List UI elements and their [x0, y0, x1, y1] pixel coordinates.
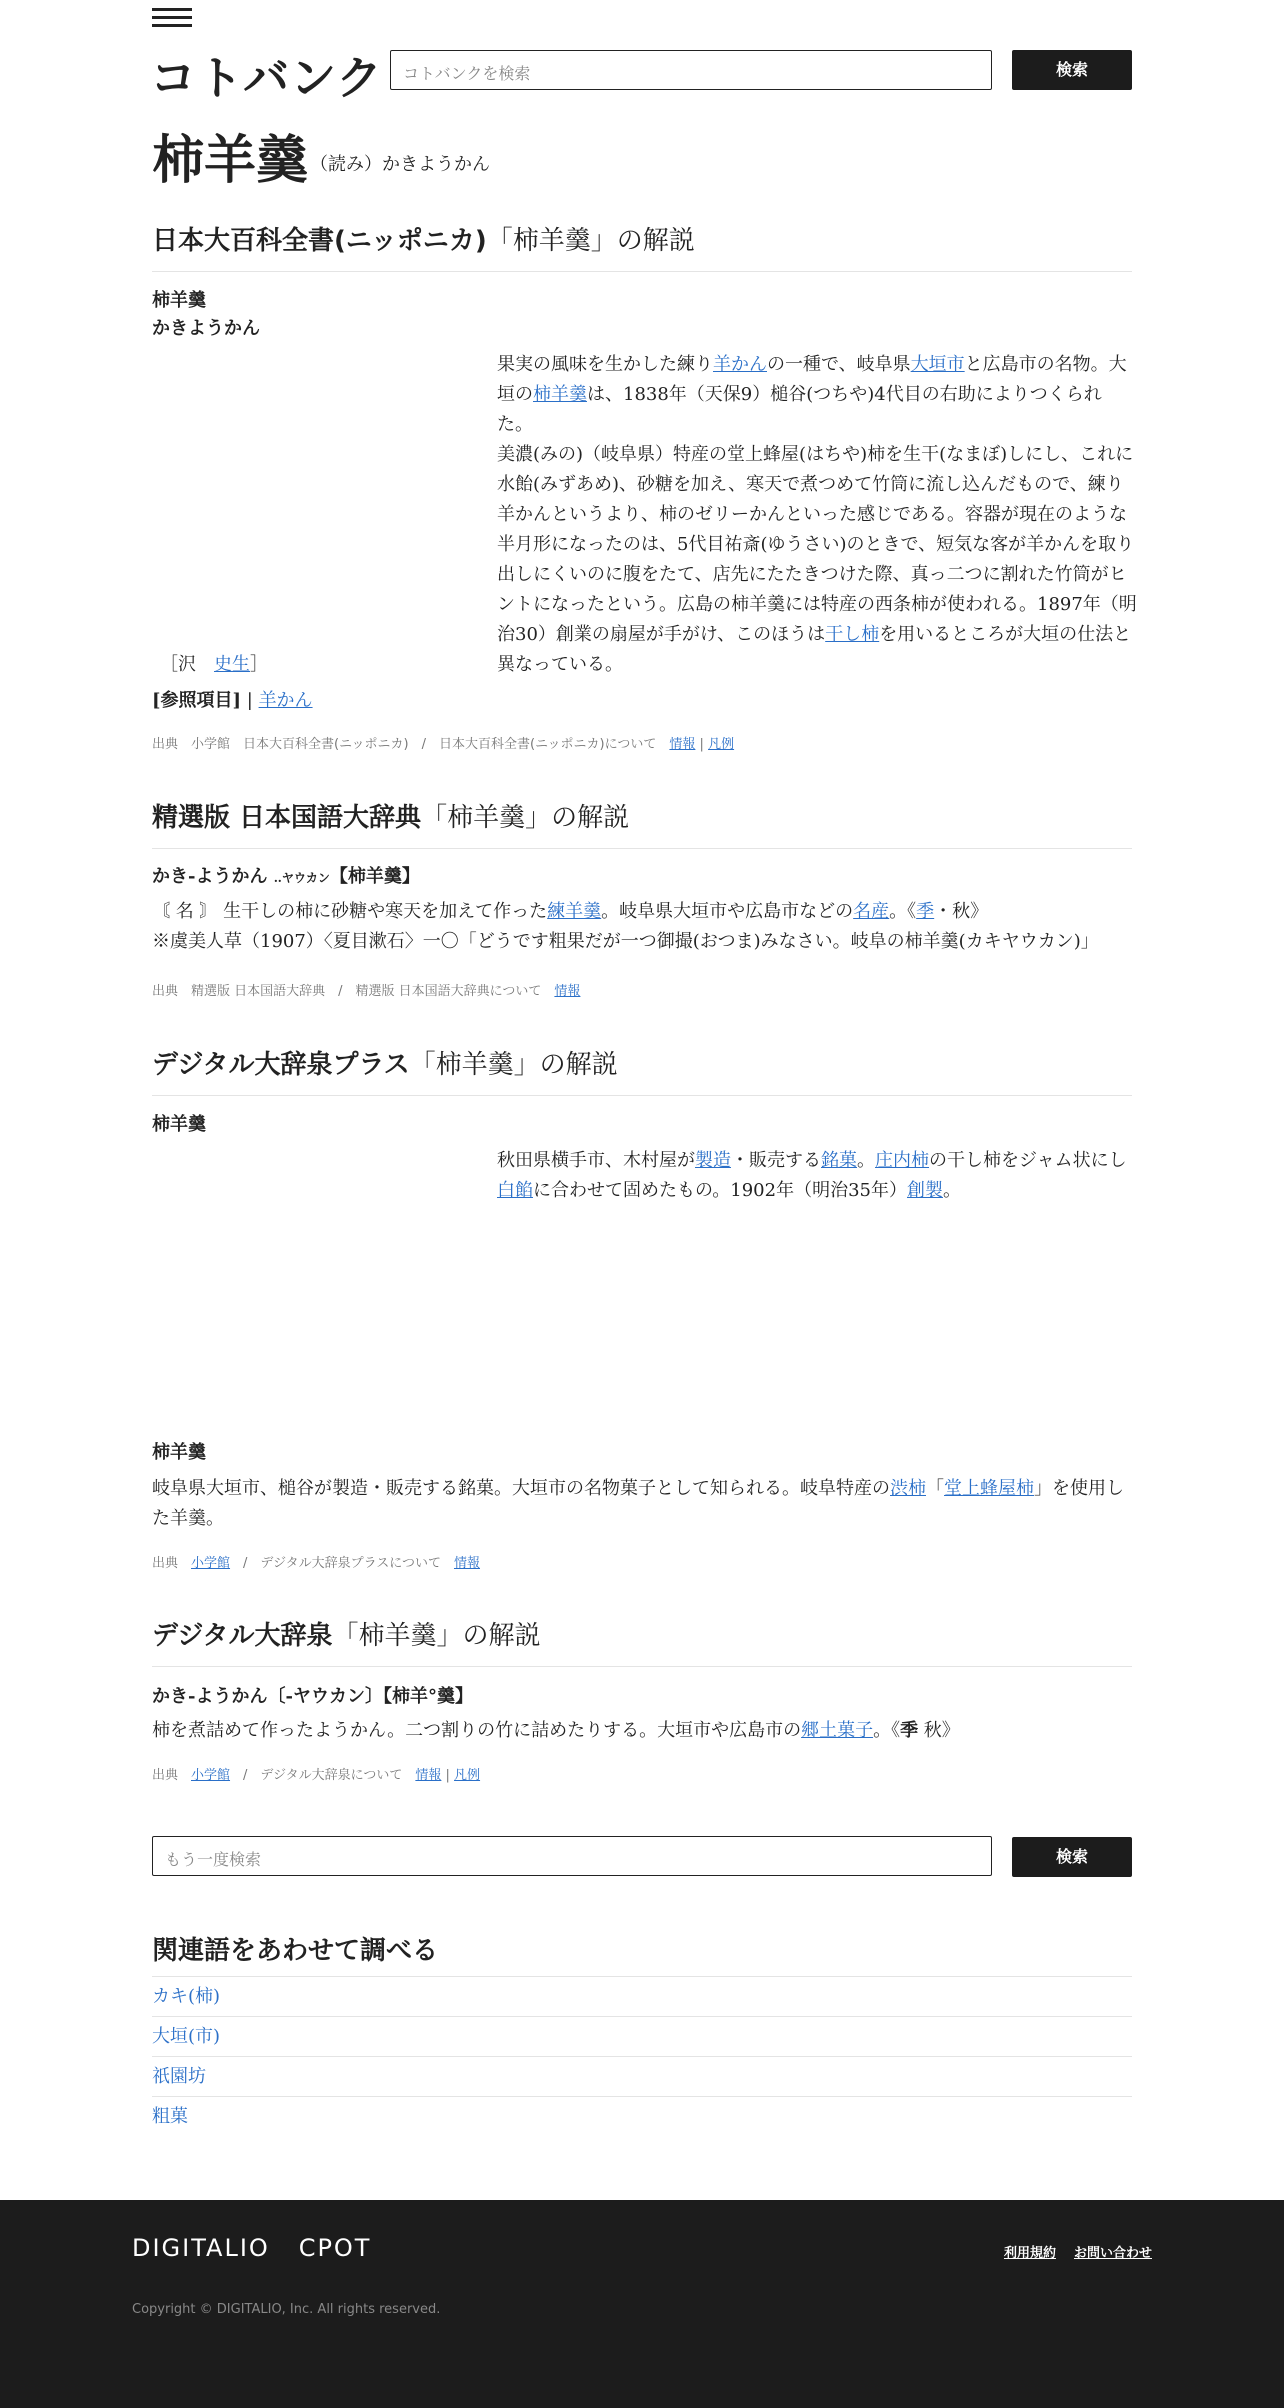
- season-mark: 季: [900, 1720, 919, 1741]
- text: 岐阜県大垣市、槌谷が製造・販売する銘菓。大垣市の名物菓子として知られる。岐阜特産の: [152, 1478, 890, 1499]
- text: 果実の風味を生かした練り: [497, 354, 713, 375]
- footer: [0, 2200, 1284, 2408]
- footer-logos: [132, 2234, 371, 2262]
- text: 。《: [873, 1720, 901, 1741]
- link-neriyokan[interactable]: 練羊羹: [547, 901, 602, 922]
- related-item: [152, 2016, 1132, 2056]
- link-ogaki[interactable]: 大垣市: [910, 354, 965, 375]
- source-text: / デジタル大辞泉について: [230, 1768, 416, 1783]
- entry-term: 柿羊羹: [152, 1442, 206, 1463]
- related-link[interactable]: カキ(柿): [152, 1986, 221, 2007]
- source-line: [152, 980, 580, 999]
- heading-suffix: 「柿羊羹」の解説: [409, 1050, 618, 1080]
- heading-suffix: 「柿羊羹」の解説: [421, 803, 630, 833]
- text: ・販売する: [731, 1150, 821, 1171]
- reference-label: [参照項目]: [152, 690, 242, 711]
- section-heading-nipponica: [152, 220, 1132, 272]
- entry-body: [152, 1474, 1142, 1534]
- link-info[interactable]: 情報: [415, 1768, 442, 1783]
- terms-link[interactable]: 利用規約: [1003, 2246, 1056, 2261]
- text: 」を使用し: [1034, 1478, 1124, 1499]
- related-item: [152, 2096, 1132, 2136]
- link-yokan[interactable]: 羊かん: [713, 354, 767, 375]
- link-hoshigaki[interactable]: 干し柿: [825, 624, 880, 645]
- related-link[interactable]: 大垣(市): [152, 2026, 221, 2047]
- link-info[interactable]: 情報: [453, 1556, 480, 1571]
- text: 。《: [889, 901, 917, 922]
- text: の干し柿をジャム状にし: [929, 1150, 1127, 1171]
- text: 秋》: [918, 1720, 960, 1741]
- text-line: ントになったという。広島の柿羊羹には特産の西条柿が使われる。1897年（明: [497, 594, 1137, 615]
- separator: |: [241, 690, 259, 711]
- heading-source: 日本大百科全書(ニッポニカ): [152, 226, 487, 256]
- heading-source: 精選版 日本国語大辞典: [152, 803, 422, 833]
- link-shonaigaki[interactable]: 庄内柿: [875, 1150, 929, 1171]
- text: 「: [926, 1478, 944, 1499]
- link-sosei[interactable]: 創製: [907, 1180, 943, 1201]
- text: 〘 名 〙 生干しの柿に砂糖や寒天を加えて作った: [152, 901, 548, 922]
- text-line: た羊羹。: [152, 1508, 224, 1529]
- text: を用いるところが大垣の仕法と: [879, 624, 1132, 645]
- text: 。: [857, 1150, 875, 1171]
- section-heading-plus: [152, 1044, 1132, 1096]
- text: は、1838年（天保9）槌谷(つちや)4代目の右助によりつくられた。: [497, 384, 1102, 435]
- link-shibugaki[interactable]: 渋柿: [890, 1478, 926, 1499]
- link-seizo[interactable]: 製造: [695, 1150, 731, 1171]
- text: の一種で、岐阜県: [767, 354, 911, 375]
- text-line: 出しにくいのに腹をたて、店先にたたきつけた際、真っ二つに割れた竹筒がヒ: [497, 564, 1127, 585]
- heading-suffix: 「柿羊羹」の解説: [332, 1621, 541, 1651]
- entry-body: [152, 1716, 1142, 1746]
- text-line: 水飴(みずあめ)、砂糖を加え、寒天で煮つめて竹筒に流し込んだもので、練り: [497, 474, 1124, 495]
- related-heading: 関連語をあわせて調べる: [152, 1936, 439, 1966]
- text-line: ※虞美人草（1907）〈夏目漱石〉一〇「どうです粗果だが一つ御撮(おつま)みなさい。岐阜の柿羊羹(カキヤウカン)」: [152, 931, 1099, 952]
- text: 。: [943, 1180, 961, 1201]
- link-legend[interactable]: 凡例: [454, 1768, 481, 1783]
- footer-links: [986, 2242, 1152, 2261]
- digitalio-logo[interactable]: DIGITALIO: [132, 2234, 270, 2262]
- entry-term: [152, 862, 420, 888]
- source-text: 出典 精選版 日本国語大辞典 / 精選版 日本国語大辞典について: [152, 984, 542, 999]
- copyright: Copyright © DIGITALIO, Inc. All rights reserved.: [132, 2302, 441, 2317]
- heading-suffix: 「柿羊羹」の解説: [486, 226, 695, 256]
- separator: |: [441, 1768, 455, 1783]
- link-publisher[interactable]: 小学館: [191, 1768, 231, 1783]
- section-heading-seisen: [152, 797, 1132, 849]
- link-publisher[interactable]: 小学館: [191, 1556, 231, 1571]
- cpot-logo[interactable]: CPOT: [298, 2234, 372, 2262]
- text: ・秋》: [934, 901, 989, 922]
- source-line: 出典 小学館 日本大百科全書(ニッポニカ) / 日本大百科全書(ニッポニカ)について 情報 | 凡例: [152, 737, 735, 752]
- page-title: 柿羊羹: [152, 131, 309, 191]
- link-info[interactable]: 情報: [554, 984, 581, 999]
- link-kyodogashi[interactable]: 郷土菓子: [801, 1720, 874, 1741]
- text: 垣の: [497, 384, 533, 405]
- link-kakiyokan[interactable]: 柿羊羹: [533, 384, 587, 405]
- related-link[interactable]: 祇園坊: [152, 2066, 206, 2087]
- entry-term: 柿羊羹: [152, 1114, 206, 1135]
- link-author[interactable]: 史生: [214, 654, 250, 675]
- link-legend[interactable]: 凡例: [708, 737, 735, 752]
- related-link[interactable]: 粗菓: [152, 2106, 188, 2127]
- source-text: 出典: [152, 1556, 192, 1571]
- text-line: 羊かんというより、柿のゼリーかんといった感じである。容器が現在のような: [497, 504, 1127, 525]
- heading-source: デジタル大辞泉プラス: [152, 1050, 410, 1080]
- research-input[interactable]: もう一度検索: [152, 1836, 992, 1876]
- entry-term: かき-ようかん〔-ヤウカン〕【柿羊°羹】: [152, 1686, 473, 1707]
- source-text: 出典: [152, 1768, 192, 1783]
- text: ［沢: [160, 654, 214, 675]
- entry-body: [152, 897, 1142, 957]
- related-list: [152, 1976, 1132, 2136]
- link-season[interactable]: 季: [916, 901, 935, 922]
- source-text: 出典 小学館 日本大百科全書(ニッポニカ) / 日本大百科全書(ニッポニカ)について: [152, 737, 657, 752]
- link-meika[interactable]: 銘菓: [821, 1150, 857, 1171]
- text: と広島市の名物。大: [964, 354, 1127, 375]
- search-input[interactable]: コトバンクを検索: [390, 50, 992, 90]
- entry-reading: かきようかん: [152, 318, 260, 339]
- entry-body: [497, 350, 1137, 680]
- author-credit: [160, 650, 268, 680]
- page-reading: （読み）かきようかん: [310, 154, 490, 175]
- link-ref-yokan[interactable]: 羊かん: [258, 690, 313, 711]
- research-button[interactable]: 検索: [1012, 1837, 1132, 1877]
- link-info[interactable]: 情報: [669, 737, 696, 752]
- text: 秋田県横手市、木村屋が: [497, 1150, 695, 1171]
- menu-icon[interactable]: [152, 8, 192, 32]
- text: ］: [250, 654, 268, 675]
- entry-body: [497, 1146, 1137, 1206]
- site-logo[interactable]: コトバンク: [150, 51, 384, 105]
- term-kanji: 【柿羊羹】: [329, 866, 420, 887]
- section-heading-daijisen: [152, 1615, 1132, 1667]
- related-item: [152, 1976, 1132, 2016]
- link-hachiyagaki[interactable]: 堂上蜂屋柿: [944, 1478, 1034, 1499]
- source-line: [152, 1764, 480, 1783]
- text-line: 半月形になったのは、5代目祐斎(ゆうさい)のときで、短気な客が羊かんを取り: [497, 534, 1135, 555]
- text: 。岐阜県大垣市や広島市などの: [601, 901, 854, 922]
- search-button[interactable]: 検索: [1012, 50, 1132, 90]
- term: かき-ようかん: [152, 866, 268, 887]
- text-line: 異なっている。: [497, 654, 623, 675]
- source-line: [152, 1552, 480, 1571]
- related-item: [152, 2056, 1132, 2096]
- link-shiroan[interactable]: 白餡: [497, 1180, 533, 1201]
- source-text: / デジタル大辞泉プラスについて: [230, 1556, 454, 1571]
- term-kana: ‥ヤウカン: [273, 871, 330, 885]
- reference-items: [152, 686, 313, 716]
- contact-link[interactable]: お問い合わせ: [1073, 2246, 1152, 2261]
- text: に合わせて固めたもの。1902年（明治35年）: [533, 1180, 907, 1201]
- text-line: 美濃(みの)（岐阜県）特産の堂上蜂屋(はちや)柿を生干(なまぼ)しにし、これに: [497, 444, 1134, 465]
- text: 柿を煮詰めて作ったようかん。二つ割りの竹に詰めたりする。大垣市や広島市の: [152, 1720, 802, 1741]
- text: 治30）創業の扇屋が手がけ、このほうは: [497, 624, 826, 645]
- heading-source: デジタル大辞泉: [152, 1621, 333, 1651]
- entry-term: 柿羊羹: [152, 290, 206, 311]
- link-meisan[interactable]: 名産: [853, 901, 890, 922]
